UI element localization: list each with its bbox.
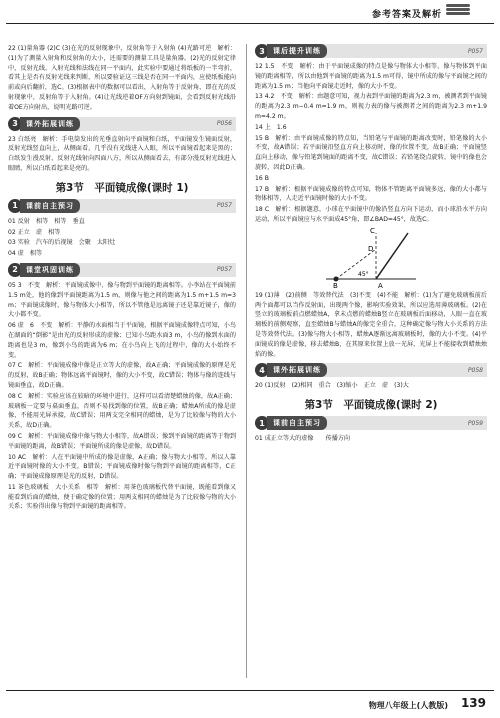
section-page-ref: P059 bbox=[467, 419, 483, 427]
section-label: 课外拓展训练 bbox=[267, 363, 327, 377]
answer-01: 01 成正立等大的虚像 传播方向 bbox=[255, 435, 351, 443]
answer-09: 09 C 解析：平面镜成像中像与物大小相等，故A错误；像到平面镜的距离等于物到平面镜的距离，故B错误；平面镜所成的像是虚像，故D错误。 bbox=[8, 432, 236, 450]
section-header-extension bbox=[8, 117, 236, 131]
answer-12: 12 1.5 不变 解析：由于平面镜成像的特点是像与物体大小相等，像与物体到平面镜的距离相等，所以由他到平面镜的距离为1.5 m可得，镜中所成的像与平面镜之间的距离为1.5 m；当他向平面镜走近时，像的大小不变。 bbox=[255, 63, 487, 90]
book-logo-icon bbox=[446, 3, 470, 17]
section-label: 课外拓展训练 bbox=[20, 117, 80, 131]
answer-08: 08 C 解析：实验应该在较暗的环境中进行，这样可以看清楚蜡烛的像，故A正确；玻璃板一定要与桌面垂直，否则不易找到像的位置，故B正确；蜡烛A所成的像是虚像，不能用光屏承接，故C错误；用两支完全相同的蜡烛，是为了比较像与物的大小关系，故D正确。 bbox=[8, 392, 236, 430]
section-number-badge: 4 bbox=[255, 363, 269, 377]
section-number-badge: 1 bbox=[8, 199, 22, 213]
page-header-title: 参考答案及解析 bbox=[371, 10, 442, 20]
page-footer bbox=[0, 684, 500, 718]
section-number-badge: 2 bbox=[8, 263, 22, 277]
header-rule bbox=[6, 23, 494, 24]
lesson-title: 第3节 平面镜成像(课时 1) bbox=[55, 181, 189, 194]
label-b: B bbox=[333, 281, 338, 289]
section-header-classwork bbox=[8, 263, 236, 277]
answer-17: 17 B 解析：根据平面镜成像的特点可知，物体不管距离平面镜多远，像的大小都与物体相等，人走近平面镜时像的大小不变。 bbox=[255, 185, 487, 203]
answer-06: 06 虚 6 不变 解析：平静的水面相当于平面镜，根据平面镜成像特点可知，小鸟在湖面的“倒影”是由光的反射形成的虚像；已知小鸟距水面3 m，小鸟的像到水面的距离也是3 m，像到小鸟的距离为6 m；在小鸟向上飞的过程中，像的大小始终不变。 bbox=[8, 322, 236, 359]
answer-15: 15 B 解析：由平面镜成像的特点知，当铅笔与平面镜的距离改变时，铅笔像的大小不变，故A错误；若平面镜沿竖直方向上移动时，像的位置不变，故B正确；平面镜竖直向上移动，像与铅笔到镜面的距离不变，故C错误；若铅笔绕点旋转，镜中的像也会旋转，因此D正确。 bbox=[255, 134, 487, 171]
answer-18: 18 C 解析：根据题意，小球在平面镜中的像沿竖直方向下运动，而小球沿水平方向运动，所以平面镜应与水平面成45°角，即∠BAD=45°，故选C。 bbox=[255, 206, 487, 223]
label-d: D bbox=[368, 244, 374, 253]
answer-16: 16 B bbox=[255, 174, 269, 182]
label-a: A bbox=[378, 281, 383, 289]
preview-answer: 01 反射 相等 相等 垂直 bbox=[8, 217, 85, 225]
footer-rule bbox=[6, 690, 494, 691]
answer-10: 10 AC 解析：人在平面镜中所成的像是虚像，A正确；像与物大小相等，所以人靠近平面镜时像的大小不变，B错误；平面镜成像时像与物到平面镜的距离相等，C正确；平面镜成像原理是光的反射，D错误。 bbox=[8, 453, 236, 481]
section-header-preview bbox=[255, 416, 487, 430]
page-number: 139 bbox=[460, 696, 486, 710]
footer-book-title: 物理八年级上(人教版) bbox=[368, 701, 448, 710]
ball-point bbox=[334, 276, 339, 281]
section-page-ref: P057 bbox=[467, 47, 483, 55]
angle-label: 45° bbox=[358, 270, 369, 278]
preview-answer: 04 虚 相等 bbox=[8, 250, 43, 258]
answer-14: 14 上 1.6 bbox=[255, 123, 287, 131]
section-number-badge: 3 bbox=[255, 44, 269, 58]
section-label: 课堂巩固训练 bbox=[20, 263, 80, 277]
answer-05: 05 3 不变 解析：平面镜成像中，像与物到平面镜的距离相等。小李站在平面镜前1.5 m处，他的像到平面镜距离为1.5 m，则像与他之间的距离为1.5 m+1.5 m=3 m；平面镜成像时，像与物体大小相等，所以不管他是远离镜子还是靠近镜子，像的大小都不变。 bbox=[8, 281, 236, 319]
section-header-extension bbox=[255, 363, 487, 377]
section-label: 课前自主预习 bbox=[267, 416, 327, 430]
section-page-ref: P056 bbox=[216, 120, 232, 128]
section-page-ref: P058 bbox=[467, 366, 483, 374]
section-label: 课后提升训练 bbox=[267, 44, 327, 58]
answer-22: 22 (1)量角器 (2)C (3)在光的反射现象中，反射角等于入射角 (4)光路可逆 解析：(1)为了测量入射角和反射角的大小，还需要的测量工具是量角器。(2)光的反射定律中，反射光线、入射光线和法线在同一平面内，此实验中要通过将纸板的一半弯折，看其上是否有反射光线来判断，所以要验证这三线是否在同一平面内，应使纸板能向前或向后翻折，选C。(3)根据表中的数据可以看出，入射角等于反射角，即在光的反射现象中，反射角等于入射角。(4)让光线逆着OF方向射到镜面，会看到反射光线沿着OE方向射出，说明光路可逆。 bbox=[8, 45, 236, 111]
section-number-badge: 3 bbox=[8, 117, 22, 131]
section-number-badge: 1 bbox=[255, 416, 269, 430]
mirror-line bbox=[376, 233, 408, 279]
answer-07: 07 C 解析：平面镜成像中像是正立等大的虚像，故A正确；平面镜成像的原理是光的反射，故B正确；物体远离平面镜时，像的大小不变，故C错误；物体与像的连线与镜面垂直，故D正确。 bbox=[8, 362, 236, 389]
section-header-after-class bbox=[255, 44, 487, 58]
lesson-title: 第3节 平面镜成像(课时 2) bbox=[304, 399, 438, 412]
left-column bbox=[8, 44, 236, 680]
answer-13: 13 4.2 不变 解析：由题意可知，视力表到平面镜的距离为2.3 m，被测者到平面镜的距离为2.3 m−0.4 m=1.9 m，则视力表的像与被测者之间的距离为2.3 m+1.9 m=4.2 m。 bbox=[255, 93, 487, 120]
label-c: C bbox=[370, 226, 375, 235]
answer-19: 19 (1)薄 (2)前侧 等效替代法 (3)不变 (4)不能 解析：(1)为了避免玻璃板前后两个面都可以当作反射面，出现两个像，影响实验效果，所以应选用薄玻璃板。(2)在竖立的玻璃板前点燃蜡烛A，拿未点燃的蜡烛B竖立在玻璃板后面移动，人眼一直在玻璃板的前侧观察，直至蜡烛B与蜡烛A的像完全重合，这种确定像与物大小关系的方法是等效替代法。(3)像与物大小相等，蜡烛A逐渐远离玻璃板时，像的大小不变。(4)平面镜成的像是虚像，移去蜡烛B，在其原来位置上放一光屏，光屏上不能接收到蜡烛烛焰的像。 bbox=[255, 291, 487, 358]
mirror-diagram bbox=[316, 227, 426, 289]
answer-11: 11 茶色玻璃板 大小关系 相等 解析：用茶色玻璃板代替平面镜，既能看到像又能看到后面的蜡烛，便于确定像的位置；用两支相同的蜡烛是为了比较像与物的大小关系；实验得出像与物到平面镜的距离相等。 bbox=[8, 483, 236, 511]
section-header-preview bbox=[8, 199, 236, 213]
column-divider bbox=[246, 44, 247, 678]
section-label: 课前自主预习 bbox=[20, 199, 80, 213]
right-column bbox=[255, 44, 487, 680]
preview-answer: 02 正立 虚 相等 bbox=[8, 228, 61, 236]
section-page-ref: P057 bbox=[216, 202, 232, 210]
answer-23: 23 白纸亮 解析：手电筒发出的光垂直射向平面镜和白纸，平面镜发生镜面反射，反射光线竖直向上，从侧面看，几乎没有光线进入人眼，所以平面镜看起来是黑的；白纸发生漫反射，反射光线射向四面八方，所以从侧面看去，有部分漫反射光线进入眼睛，所以白纸看起来是亮的。 bbox=[8, 135, 236, 172]
answer-20: 20 (1)反射 (2)相同 重合 (3)缩小 正立 虚 (3)大 bbox=[255, 382, 409, 390]
section-page-ref: P057 bbox=[216, 266, 232, 274]
ray-bd bbox=[336, 249, 376, 279]
preview-answer: 03 实验 汽车的后视镜 会聚 太阳灶 bbox=[8, 239, 116, 247]
